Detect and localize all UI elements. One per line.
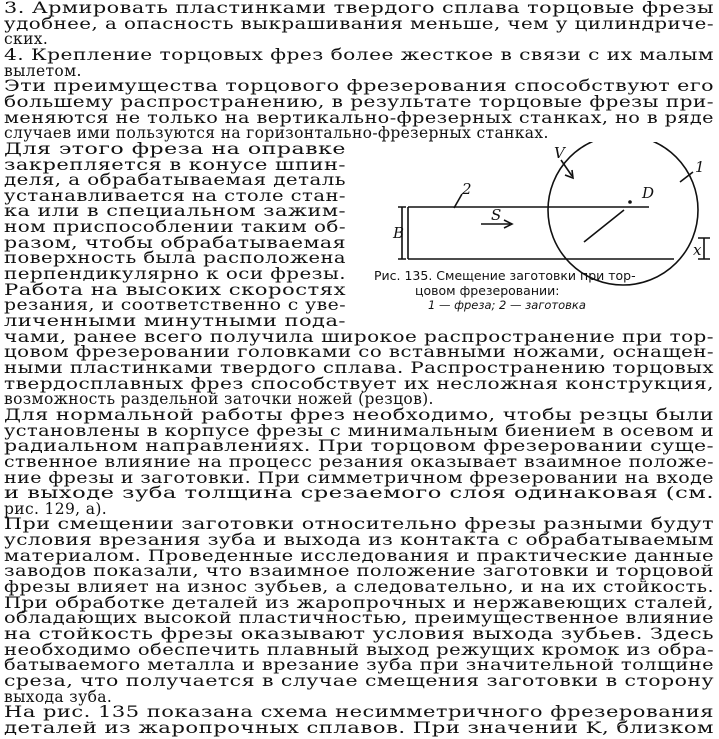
leader-2 xyxy=(454,194,462,208)
text-line: фрезы влияет на износ зубьев, а следовательно, и на их стойкость. xyxy=(4,578,714,597)
diameter-line xyxy=(584,210,624,242)
text-line: случаев ими пользуются на горизонтально-фрезерных станках. xyxy=(4,124,549,143)
text-line: большему распространению, в результате торцовые фрезы при- xyxy=(4,92,714,111)
text-line: батываемого металла и врезание зуба при значительной толщине xyxy=(4,656,714,675)
text-line: ских. xyxy=(4,30,49,49)
label-s: S xyxy=(491,206,502,224)
text-line: Работа на высоких скоростях xyxy=(4,280,346,299)
text-line: меняются не только на вертикально-фрезерных станках, но в ряде xyxy=(4,108,714,127)
label-v: V xyxy=(554,144,565,162)
text-line: Для нормальной работы фрез необходимо, чтобы резцы были xyxy=(4,405,714,424)
text-line: разом, чтобы обрабатываемая xyxy=(4,233,346,252)
text-line: на стойкость фрезы оказывают условия выхода зубьев. Здесь xyxy=(4,625,714,643)
text-line: условия врезания зуба и выхода из контакта с обрабатываемым xyxy=(4,531,714,550)
text-line: закрепляется в конусе шпин- xyxy=(4,155,346,174)
text-line: установлены в корпусе фрезы с минимальным биением в осевом и xyxy=(4,421,714,440)
text-line: ка или в специальном зажим- xyxy=(4,202,346,221)
text-line: обладающих высокой пластичностью, преимущественное влияние xyxy=(4,609,714,628)
text-line: радиальном направлениях. При торцовом фрезеровании суще- xyxy=(4,437,714,456)
text-line: резания, и соответственно с уве- xyxy=(4,296,346,315)
label-2: 2 xyxy=(462,180,472,198)
text-line: среза, что получается в случае смещения заготовки в сторону xyxy=(4,671,714,690)
text-line: деталей из жаропрочных сплавов. При значении K, близком xyxy=(4,718,714,737)
text-line: личенными минутными пода- xyxy=(4,312,346,330)
label-b: B xyxy=(393,224,405,242)
figure-legend: 1 — фреза; 2 — заготовка xyxy=(428,298,586,312)
text-line: твердосплавных фрез способствует их несложная конструкция, xyxy=(4,374,714,393)
text-line: ными пластинками твердого сплава. Распространению торцовых xyxy=(4,358,714,377)
text-line: рис. 129, а). xyxy=(4,499,107,518)
figure-caption-line-2: цовом фрезеровании: xyxy=(415,283,560,298)
text-line: возможность раздельной заточки ножей (резцов). xyxy=(4,390,434,409)
text-line: 3. Армировать пластинками твердого сплава торцовые фрезы xyxy=(4,0,714,17)
text-line: и выходе зуба толщина срезаемого слоя одинаковая (см. xyxy=(4,484,714,503)
text-line: перпендикулярно к оси фрезы. xyxy=(4,265,346,284)
text-line: заводов показали, что взаимное положение заготовки и торцовой xyxy=(4,562,714,581)
text-line: устанавливается на столе стан- xyxy=(4,186,346,205)
cutter-circle xyxy=(548,142,698,285)
text-line: ственное влияние на процесс резания оказывает взаимное положе- xyxy=(4,452,714,471)
figure-135 xyxy=(374,142,719,310)
text-line: поверхность была расположена xyxy=(4,249,346,268)
label-1: 1 xyxy=(695,158,705,176)
text-line: выхода зуба. xyxy=(4,687,113,706)
text-line: материалом. Проведенные исследования и практические данные xyxy=(4,546,714,565)
text-line: удобнее, а опасность выкрашивания меньше, чем у цилиндриче- xyxy=(4,14,714,33)
text-line: 4. Крепление торцовых фрез более жесткое в связи с их малым xyxy=(4,45,714,64)
label-d: D xyxy=(642,184,655,202)
text-line: чами, ранее всего получила широкое распространение при тор- xyxy=(4,327,714,346)
label-x: x xyxy=(693,241,702,259)
text-line: деля, а обрабатываемая деталь xyxy=(4,171,346,190)
text-line: При обработке деталей из жаропрочных и нержавеющих сталей, xyxy=(4,593,714,612)
text-line: Для этого фреза на оправке xyxy=(4,139,346,158)
cutter-center xyxy=(628,200,632,204)
figure-caption-line-1: Рис. 135. Смещение заготовки при тор- xyxy=(374,268,636,283)
text-line: необходимо обеспечить плавный выход режущих кромок из обра- xyxy=(4,640,714,659)
text-line: цовом фрезеровании головками со вставными ножами, оснащен- xyxy=(4,343,714,362)
text-line: ние фрезы и заготовки. При симметричном фрезеровании на входе xyxy=(4,468,714,487)
text-line: На рис. 135 показана схема несимметричного фрезерования xyxy=(4,703,714,722)
workpiece-outline xyxy=(408,207,674,259)
velocity-arrow xyxy=(561,160,572,176)
text-line: ном приспособлении таким об- xyxy=(4,218,346,237)
text-line: Эти преимущества торцового фрезерования способствуют его xyxy=(4,77,714,96)
text-line: вылетом. xyxy=(4,61,82,80)
text-line: При смещении заготовки относительно фрезы разными будут xyxy=(4,515,714,534)
